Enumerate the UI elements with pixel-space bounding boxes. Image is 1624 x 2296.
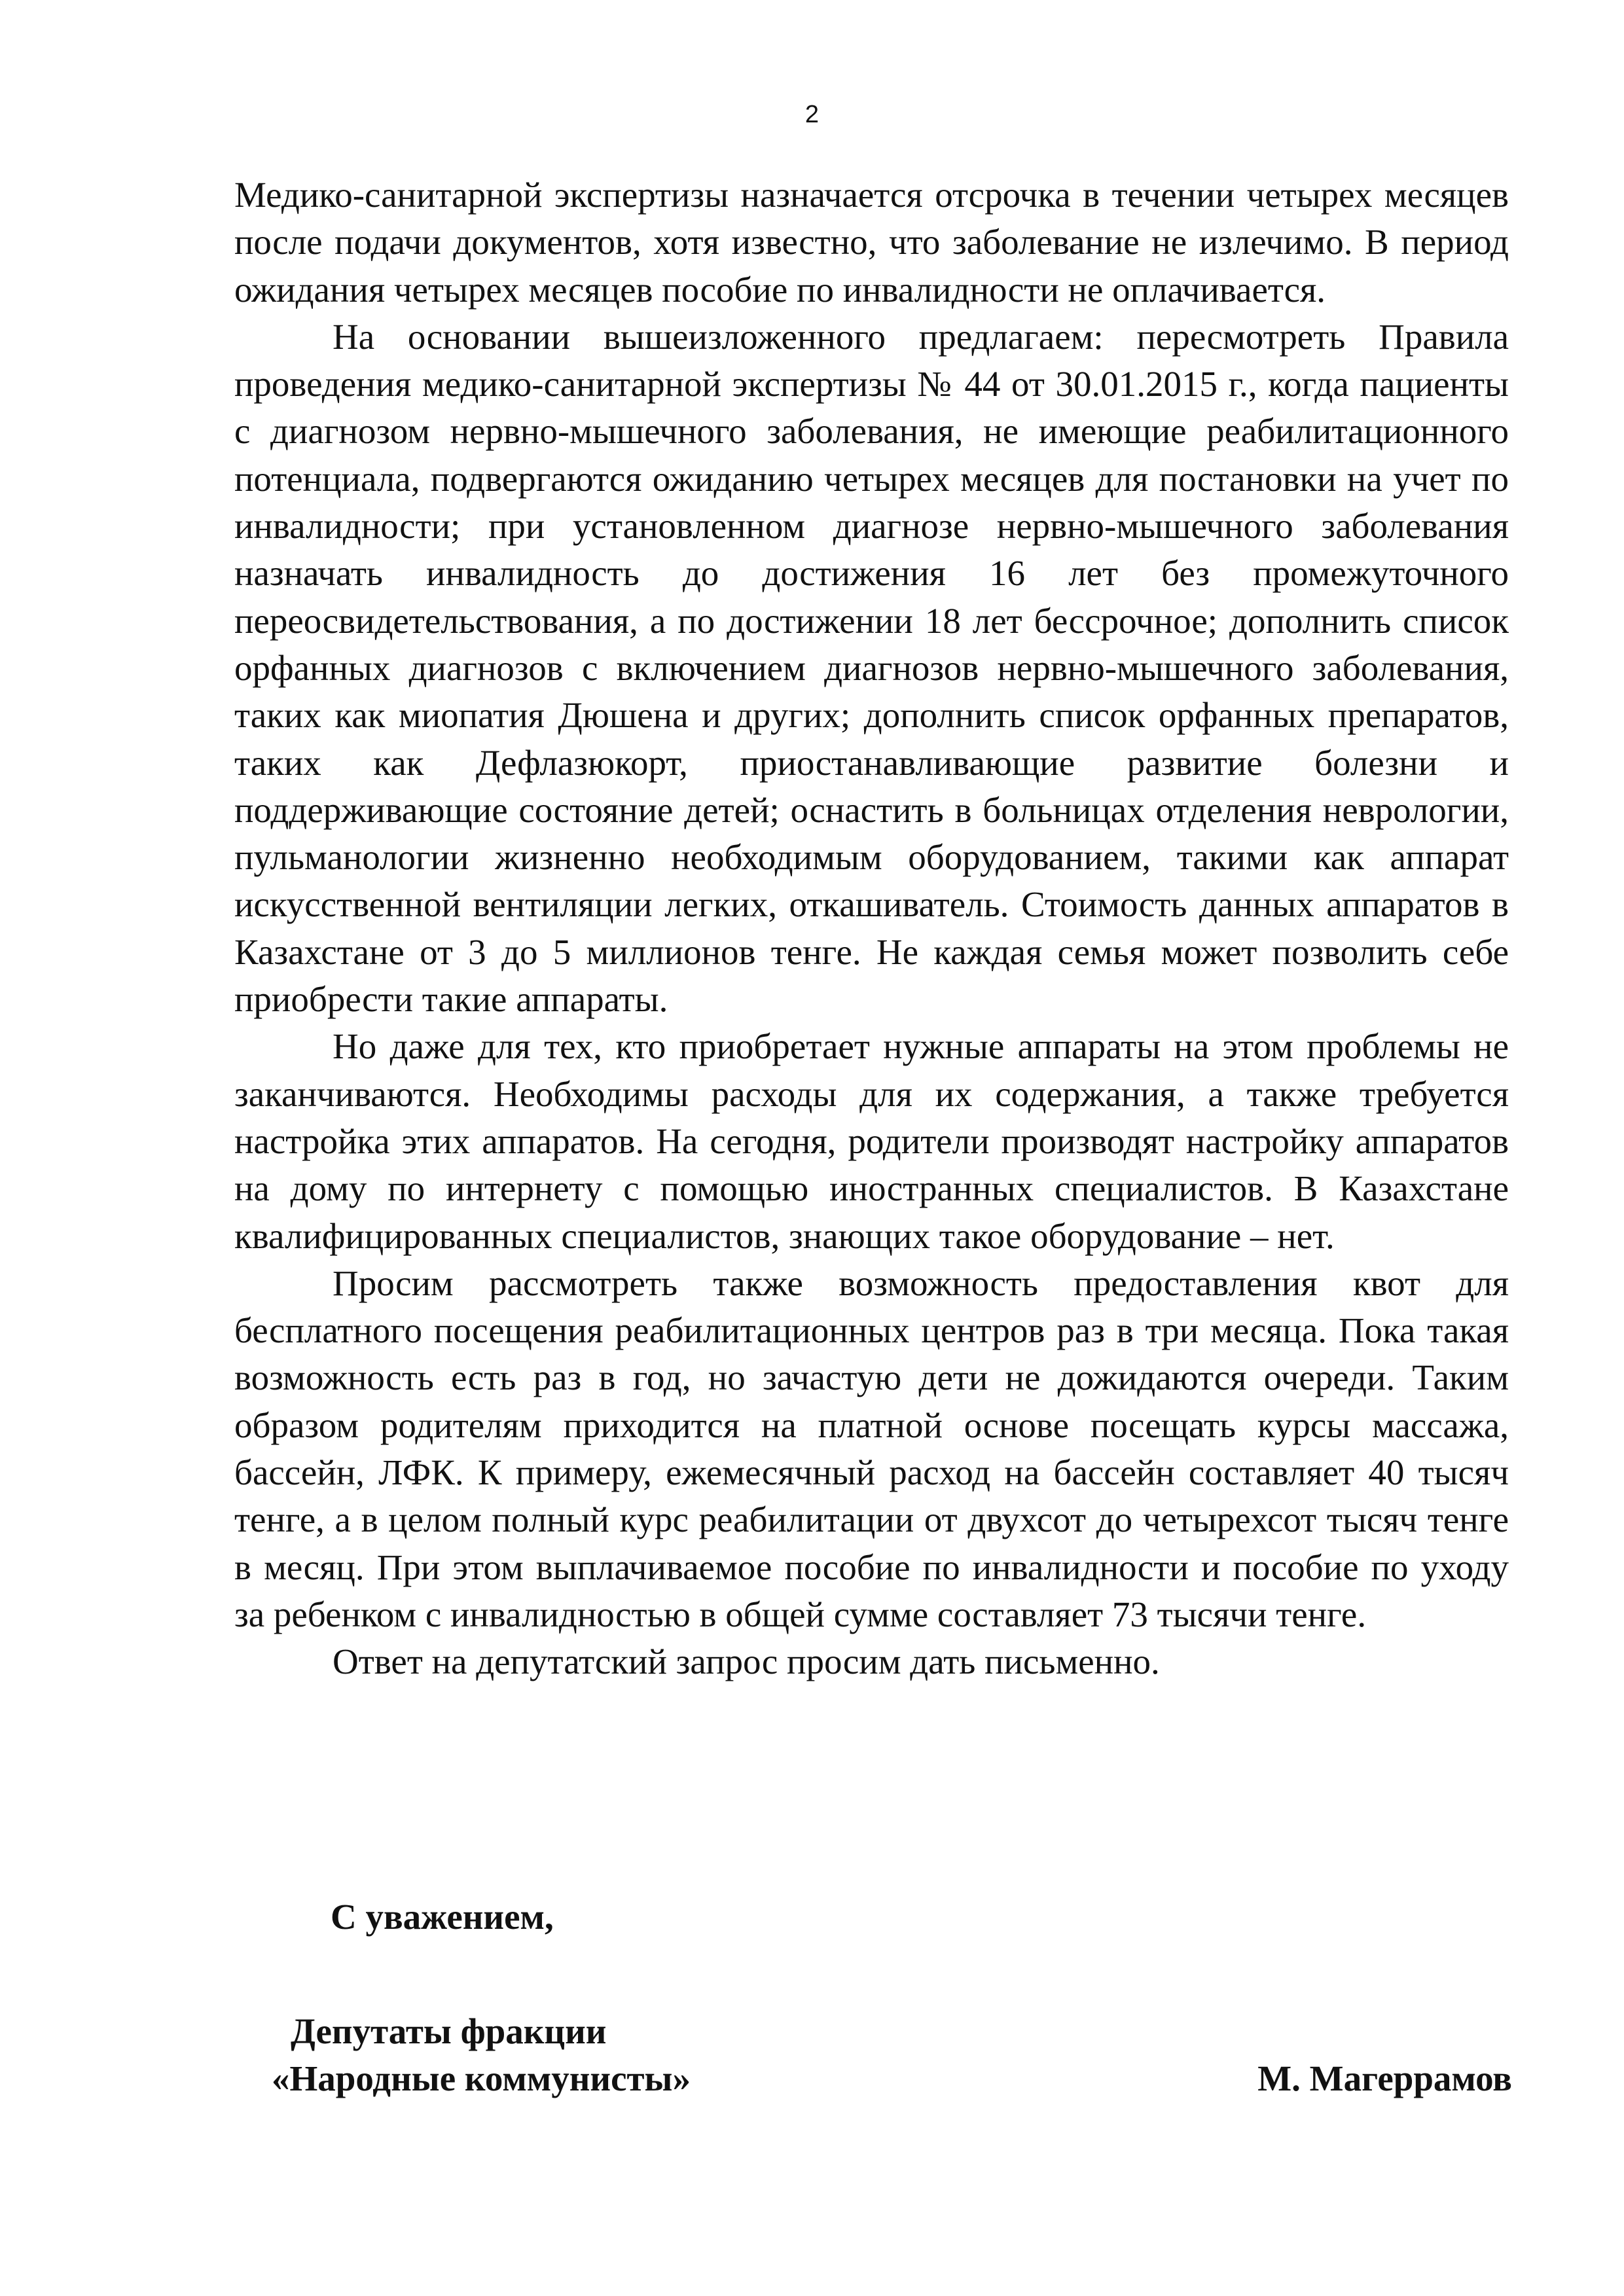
signature-name: М. Магеррамов (1257, 2058, 1512, 2098)
paragraph-response-request: Ответ на депутатский запрос просим дать письменно. (333, 1641, 1160, 1682)
signature-faction-line-2: «Народные коммунисты» (272, 2058, 691, 2098)
paragraph-continuation: Медико-санитарной экспертизы назначается отсрочка в течении четырех месяцев после подачи документов, хотя известно, что заболевание не излечимо. В период ожидания четырех месяцев пособие по инвалидности не оплачивается. (234, 175, 1509, 310)
paragraph-equipment-costs: Но даже для тех, кто приобретает нужные аппараты на этом проблемы не заканчиваются. Необходимы расходы для их содержания, а также требуется настройка этих аппаратов. На сегодня, родители производят настройку аппаратов на дому по интернету с помощью иностранных специалистов. В Казахстане квалифицированных специалистов, знающих такое оборудование – нет. (234, 1026, 1509, 1256)
paragraph-proposals: На основании вышеизложенного предлагаем: пересмотреть Правила проведения медико-санитарной экспертизы № 44 от 30.01.2015 г., когда пациенты с диагнозом нервно-мышечного заболевания, не имеющие реабилитационного потенциала, подвергаются ожиданию четырех месяцев для постановки на учет по инвалидности; при установленном диагнозе нервно-мышечного заболевания назначать инвалидность до достижения 16 лет без промежуточного переосвидетельствования, а по достижении 18 лет бессрочное; дополнить список орфанных диагнозов с включением диагнозов нервно-мышечного заболевания, таких как миопатия Дюшена и других; дополнить список орфанных препаратов, таких как Дефлазюкорт, приостанавливающие развитие болезни и поддерживающие состояние детей; оснастить в больницах отделения неврологии, пульманологии жизненно необходимым оборудованием, такими как аппарат искусственной вентиляции легких, откашиватель. Стоимость данных аппаратов в Казахстане от 3 до 5 миллионов тенге. Не каждая семья может позволить себе приобрести такие аппараты. (234, 316, 1509, 1020)
letter-body (234, 171, 1509, 1686)
signature-faction-line-1: Депутаты фракции (291, 2011, 607, 2051)
paragraph-rehabilitation-quotas: Просим рассмотреть также возможность предоставления квот для бесплатного посещения реабилитационных центров раз в три месяца. Пока такая возможность есть раз в год, но зачастую дети не дожидаются очереди. Таким образом родителям приходится на платной основе посещать курсы массажа, бассейн, ЛФК. К примеру, ежемесячный расход на бассейн составляет 40 тысяч тенге, а в целом полный курс реабилитации от двухсот до четырехсот тысяч тенге в месяц. При этом выплачиваемое пособие по инвалидности и пособие по уходу за ребенком с инвалидностью в общей сумме составляет 73 тысячи тенге. (234, 1263, 1509, 1634)
closing-salutation: С уважением, (331, 1897, 554, 1937)
page-number: 2 (804, 101, 820, 128)
